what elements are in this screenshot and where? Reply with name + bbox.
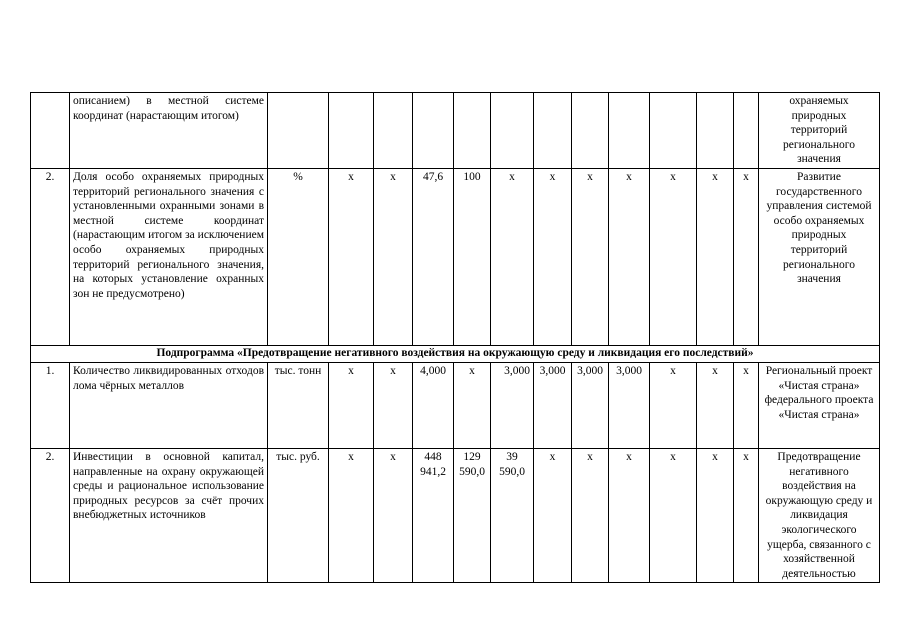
value-cell xyxy=(413,93,454,169)
unit-cell: % xyxy=(268,169,329,346)
indicator-name: Количество ликвидированных отходов лома чёрных металлов xyxy=(70,363,268,449)
unit-cell: тыс. тонн xyxy=(268,363,329,449)
value-cell: 3,000 xyxy=(609,363,650,449)
value-cell xyxy=(572,93,609,169)
value-cell: х xyxy=(491,169,534,346)
row-number xyxy=(31,93,70,169)
indicators-table xyxy=(30,92,880,583)
value-cell: х xyxy=(534,449,572,583)
value-cell: 39 590,0 xyxy=(491,449,534,583)
subprogram-title: Подпрограмма «Предотвращение негативного воздействия на окружающую среду и ликвидация его последствий» xyxy=(31,346,880,363)
table-row xyxy=(31,449,880,583)
value-cell: х xyxy=(697,169,734,346)
value-cell: 3,000 xyxy=(534,363,572,449)
table-row xyxy=(31,93,880,169)
value-cell: 47,6 xyxy=(413,169,454,346)
value-cell: х xyxy=(734,449,759,583)
value-cell: х xyxy=(609,449,650,583)
row-number: 1. xyxy=(31,363,70,449)
value-cell: х xyxy=(609,169,650,346)
value-cell: х xyxy=(572,449,609,583)
table-row xyxy=(31,363,880,449)
value-cell xyxy=(734,93,759,169)
value-cell xyxy=(454,93,491,169)
value-cell: х xyxy=(534,169,572,346)
value-cell xyxy=(650,93,697,169)
value-cell: х xyxy=(329,449,374,583)
note-cell: Предотвращение негативного воздействия на окружающую среду и ликвидация экологического ущерба, связанного с хозяйственной деятельностью xyxy=(759,449,880,583)
value-cell: х xyxy=(374,449,413,583)
note-cell: Развитие государственного управления системой особо охраняемых природных территорий регионального значения xyxy=(759,169,880,346)
table-row xyxy=(31,169,880,346)
value-cell: х xyxy=(374,169,413,346)
value-cell: 448 941,2 xyxy=(413,449,454,583)
indicator-name: Доля особо охраняемых природных территорий регионального значения с установленными охранными зонами в местной системе координат (нарастающим итогом за исключением особо охраняемых природных территорий регионального значения, на которых установление охранных зон не предусмотрено) xyxy=(70,169,268,346)
value-cell xyxy=(609,93,650,169)
value-cell: х xyxy=(697,449,734,583)
indicator-name: Инвестиции в основной капитал, направленные на охрану окружающей среды и рациональное использование природных ресурсов за счёт прочих внебюджетных источников xyxy=(70,449,268,583)
value-cell xyxy=(329,93,374,169)
value-cell: х xyxy=(454,363,491,449)
row-number: 2. xyxy=(31,169,70,346)
subprogram-header-row xyxy=(31,346,880,363)
value-cell xyxy=(534,93,572,169)
note-cell: Региональный проект «Чистая страна» федерального проекта «Чистая страна» xyxy=(759,363,880,449)
value-cell: 4,000 xyxy=(413,363,454,449)
value-cell: х xyxy=(572,169,609,346)
value-cell: х xyxy=(650,363,697,449)
value-cell: 100 xyxy=(454,169,491,346)
value-cell xyxy=(374,93,413,169)
value-cell xyxy=(697,93,734,169)
unit-cell xyxy=(268,93,329,169)
value-cell xyxy=(491,93,534,169)
value-cell: х xyxy=(697,363,734,449)
value-cell: 129 590,0 xyxy=(454,449,491,583)
indicator-name: описанием) в местной системе координат (нарастающим итогом) xyxy=(70,93,268,169)
value-cell: х xyxy=(734,169,759,346)
value-cell: 3,000 xyxy=(572,363,609,449)
row-number: 2. xyxy=(31,449,70,583)
note-cell: охраняемых природных территорий регионального значения xyxy=(759,93,880,169)
value-cell: х xyxy=(650,169,697,346)
value-cell: 3,000 xyxy=(491,363,534,449)
value-cell: х xyxy=(650,449,697,583)
value-cell: х xyxy=(374,363,413,449)
unit-cell: тыс. руб. xyxy=(268,449,329,583)
value-cell: х xyxy=(329,169,374,346)
value-cell: х xyxy=(329,363,374,449)
value-cell: х xyxy=(734,363,759,449)
